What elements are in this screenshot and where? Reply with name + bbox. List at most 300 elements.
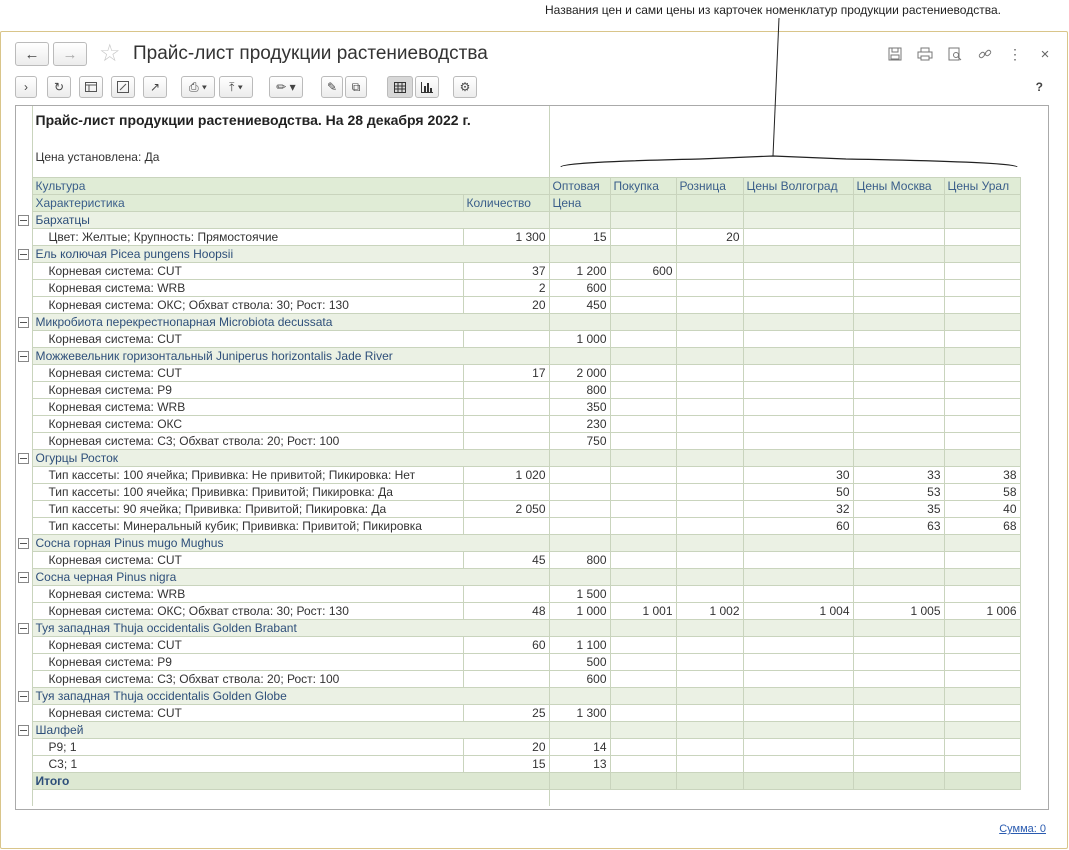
item-price xyxy=(676,398,743,415)
total-cell xyxy=(610,772,676,789)
header-blank xyxy=(676,194,743,211)
item-price: 1 100 xyxy=(549,636,610,653)
item-price xyxy=(944,432,1020,449)
group-cell xyxy=(610,568,676,585)
group-cell xyxy=(676,534,743,551)
item-price xyxy=(944,551,1020,568)
item-characteristic: Корневая система: С3; Обхват ствола: 20; Рост: 100 xyxy=(32,670,463,687)
table-view-button[interactable] xyxy=(387,76,413,98)
group-cell xyxy=(549,534,610,551)
toolbar xyxy=(15,76,1055,98)
sum-link[interactable]: Сумма: 0 xyxy=(999,823,1046,835)
group-name: Сосна черная Pinus nigra xyxy=(32,568,549,585)
item-price xyxy=(676,738,743,755)
item-price xyxy=(944,755,1020,772)
item-characteristic: Тип кассеты: 100 ячейка; Прививка: Привитой; Пикировка: Да xyxy=(32,483,463,500)
group-name: Можжевельник горизонтальный Juniperus horizontalis Jade River xyxy=(32,347,549,364)
item-characteristic: С3; 1 xyxy=(32,755,463,772)
group-cell xyxy=(853,313,944,330)
gutter-cell xyxy=(16,330,32,347)
price-set-text: Цена установлена: Да xyxy=(32,147,549,177)
item-price: 1 004 xyxy=(743,602,853,619)
group-cell xyxy=(610,619,676,636)
group-cell xyxy=(743,568,853,585)
collapse-toggle[interactable] xyxy=(16,449,32,466)
item-price: 68 xyxy=(944,517,1020,534)
item-price: 33 xyxy=(853,466,944,483)
group-cell xyxy=(743,211,853,228)
group-row xyxy=(16,687,1020,704)
group-cell xyxy=(944,721,1020,738)
export-icon xyxy=(117,81,129,93)
item-row xyxy=(16,585,1020,602)
back-button[interactable] xyxy=(15,42,49,66)
group-cell xyxy=(610,449,676,466)
group-cell xyxy=(853,534,944,551)
help-button[interactable]: ? xyxy=(1035,80,1043,94)
group-row xyxy=(16,721,1020,738)
item-characteristic: Корневая система: CUT xyxy=(32,330,463,347)
window-title: Прайс-лист продукции растениеводства xyxy=(133,43,488,64)
gutter-cell xyxy=(16,415,32,432)
item-row xyxy=(16,602,1020,619)
item-price: 32 xyxy=(743,500,853,517)
item-row xyxy=(16,279,1020,296)
arrow-left-icon: ← xyxy=(24,45,40,63)
item-row xyxy=(16,398,1020,415)
edit-button[interactable] xyxy=(321,76,343,98)
settings-button[interactable] xyxy=(453,76,477,98)
total-cell xyxy=(944,772,1020,789)
item-price xyxy=(676,500,743,517)
gutter-cell xyxy=(16,364,32,381)
report-title-row xyxy=(16,106,1020,130)
minus-icon xyxy=(18,317,29,328)
item-quantity: 2 050 xyxy=(463,500,549,517)
item-price xyxy=(676,279,743,296)
item-price xyxy=(676,483,743,500)
gutter-cell xyxy=(16,755,32,772)
group-cell xyxy=(549,449,610,466)
item-row xyxy=(16,636,1020,653)
item-price: 50 xyxy=(743,483,853,500)
gutter-cell xyxy=(16,381,32,398)
gutter-cell xyxy=(16,106,32,130)
group-cell xyxy=(610,721,676,738)
upload-icon: ⤒ ▾ xyxy=(229,79,243,94)
minus-icon xyxy=(18,691,29,702)
item-row xyxy=(16,330,1020,347)
expand-panel-button[interactable] xyxy=(15,76,37,98)
group-name: Огурцы Росток xyxy=(32,449,549,466)
item-price xyxy=(676,585,743,602)
group-cell xyxy=(743,619,853,636)
collapse-toggle[interactable] xyxy=(16,347,32,364)
item-price xyxy=(676,704,743,721)
item-price xyxy=(944,636,1020,653)
item-price xyxy=(853,653,944,670)
item-price: 53 xyxy=(853,483,944,500)
group-cell xyxy=(944,211,1020,228)
item-price xyxy=(549,466,610,483)
item-price xyxy=(610,500,676,517)
empty-row xyxy=(16,789,1020,806)
item-quantity: 25 xyxy=(463,704,549,721)
group-cell xyxy=(676,721,743,738)
item-price: 1 005 xyxy=(853,602,944,619)
item-characteristic: Тип кассеты: 90 ячейка; Прививка: Привитой; Пикировка: Да xyxy=(32,500,463,517)
forward-button[interactable] xyxy=(53,42,87,66)
export-button[interactable] xyxy=(111,76,135,98)
more-vertical-icon[interactable]: ⋮ xyxy=(1008,45,1022,62)
gutter-cell xyxy=(16,653,32,670)
close-icon[interactable]: × xyxy=(1040,45,1050,63)
item-price xyxy=(743,670,853,687)
item-characteristic: Корневая система: CUT xyxy=(32,636,463,653)
collapse-toggle[interactable] xyxy=(16,313,32,330)
item-price xyxy=(853,296,944,313)
group-cell xyxy=(944,449,1020,466)
group-row xyxy=(16,449,1020,466)
item-characteristic: Корневая система: WRB xyxy=(32,398,463,415)
item-row xyxy=(16,296,1020,313)
group-cell xyxy=(549,721,610,738)
copy-icon: ⧉ xyxy=(351,79,361,94)
item-price: 1 000 xyxy=(549,330,610,347)
group-row xyxy=(16,313,1020,330)
item-price xyxy=(610,670,676,687)
item-price xyxy=(610,228,676,245)
group-name: Туя западная Thuja occidentalis Golden Globe xyxy=(32,687,549,704)
group-cell xyxy=(853,568,944,585)
item-price xyxy=(610,738,676,755)
upload-menu-button[interactable] xyxy=(219,76,253,98)
preview-icon[interactable] xyxy=(945,44,965,64)
item-price xyxy=(743,381,853,398)
item-price xyxy=(676,755,743,772)
item-price: 1 002 xyxy=(676,602,743,619)
item-quantity xyxy=(463,483,549,500)
item-price xyxy=(676,517,743,534)
header-price-type: Розница xyxy=(676,177,743,194)
item-price: 500 xyxy=(549,653,610,670)
item-row xyxy=(16,653,1020,670)
group-name: Бархатцы xyxy=(32,211,549,228)
report-spreadsheet[interactable] xyxy=(15,105,1049,810)
item-price xyxy=(610,398,676,415)
item-price xyxy=(743,415,853,432)
total-cell xyxy=(549,772,610,789)
item-price xyxy=(743,364,853,381)
header-blank xyxy=(610,194,676,211)
group-name: Сосна горная Pinus mugo Mughus xyxy=(32,534,549,551)
item-price: 750 xyxy=(549,432,610,449)
item-row xyxy=(16,738,1020,755)
printer-icon: ⎙ ▾ xyxy=(189,79,207,94)
item-quantity: 45 xyxy=(463,551,549,568)
price-list-table xyxy=(16,106,1021,806)
item-quantity xyxy=(463,330,549,347)
item-price: 1 000 xyxy=(549,602,610,619)
item-price: 13 xyxy=(549,755,610,772)
item-price xyxy=(944,738,1020,755)
header-row-culture xyxy=(16,177,1020,194)
group-cell xyxy=(676,687,743,704)
item-characteristic: Корневая система: WRB xyxy=(32,279,463,296)
group-cell xyxy=(743,449,853,466)
item-quantity xyxy=(463,517,549,534)
group-cell xyxy=(944,687,1020,704)
item-price xyxy=(743,704,853,721)
collapse-toggle[interactable] xyxy=(16,721,32,738)
item-characteristic: P9; 1 xyxy=(32,738,463,755)
item-price xyxy=(853,551,944,568)
collapse-toggle[interactable] xyxy=(16,687,32,704)
group-row xyxy=(16,347,1020,364)
item-row xyxy=(16,228,1020,245)
pointer-button[interactable] xyxy=(143,76,167,98)
brush-menu-button[interactable] xyxy=(269,76,303,98)
refresh-button[interactable] xyxy=(47,76,71,98)
group-cell xyxy=(853,687,944,704)
total-label: Итого xyxy=(32,772,549,789)
item-quantity xyxy=(463,653,549,670)
brush-icon: ✏ ▾ xyxy=(276,80,296,94)
item-price: 450 xyxy=(549,296,610,313)
group-cell xyxy=(853,619,944,636)
item-price xyxy=(676,364,743,381)
group-cell xyxy=(676,449,743,466)
report-window xyxy=(0,31,1068,849)
blank-cell xyxy=(32,789,549,806)
item-row xyxy=(16,262,1020,279)
item-price xyxy=(610,653,676,670)
gear-icon: ⚙ xyxy=(459,80,471,94)
minus-icon xyxy=(18,215,29,226)
item-characteristic: Корневая система: WRB xyxy=(32,585,463,602)
star-icon[interactable]: ☆ xyxy=(99,40,121,67)
item-price xyxy=(549,517,610,534)
item-price xyxy=(610,432,676,449)
save-icon[interactable] xyxy=(885,44,905,64)
item-quantity: 17 xyxy=(463,364,549,381)
copy-button[interactable] xyxy=(345,76,367,98)
header-price: Цена xyxy=(549,194,610,211)
item-price xyxy=(610,364,676,381)
item-price: 600 xyxy=(610,262,676,279)
item-characteristic: Корневая система: P9 xyxy=(32,381,463,398)
item-price xyxy=(610,381,676,398)
item-price xyxy=(944,279,1020,296)
group-cell xyxy=(944,347,1020,364)
item-row xyxy=(16,381,1020,398)
group-cell xyxy=(743,687,853,704)
item-price xyxy=(743,296,853,313)
item-price xyxy=(610,483,676,500)
pointer-icon: ↗ xyxy=(149,80,161,94)
group-name: Ель колючая Picea pungens Hoopsii xyxy=(32,245,549,262)
group-cell xyxy=(610,687,676,704)
item-characteristic: Корневая система: CUT xyxy=(32,262,463,279)
group-name: Туя западная Thuja occidentalis Golden Brabant xyxy=(32,619,549,636)
item-price xyxy=(549,500,610,517)
print-icon[interactable] xyxy=(915,44,935,64)
gutter-cell xyxy=(16,398,32,415)
blank-cell xyxy=(549,106,1020,177)
item-quantity xyxy=(463,415,549,432)
item-price xyxy=(944,585,1020,602)
item-price xyxy=(610,636,676,653)
item-price xyxy=(944,296,1020,313)
item-price: 1 500 xyxy=(549,585,610,602)
item-price xyxy=(743,330,853,347)
gutter-cell xyxy=(16,585,32,602)
group-cell xyxy=(944,568,1020,585)
item-price xyxy=(610,551,676,568)
gutter-cell xyxy=(16,262,32,279)
item-price xyxy=(610,585,676,602)
item-price: 2 000 xyxy=(549,364,610,381)
group-cell xyxy=(944,313,1020,330)
item-price: 15 xyxy=(549,228,610,245)
group-cell xyxy=(610,534,676,551)
item-price xyxy=(743,279,853,296)
item-price xyxy=(944,398,1020,415)
item-characteristic: Корневая система: CUT xyxy=(32,551,463,568)
item-price: 600 xyxy=(549,279,610,296)
chart-view-button[interactable] xyxy=(415,76,439,98)
group-cell xyxy=(743,721,853,738)
item-price xyxy=(743,432,853,449)
table-icon xyxy=(394,82,406,93)
minus-icon xyxy=(18,623,29,634)
chart-icon xyxy=(421,82,433,93)
item-quantity: 2 xyxy=(463,279,549,296)
item-price xyxy=(676,670,743,687)
group-cell xyxy=(676,211,743,228)
item-price: 1 001 xyxy=(610,602,676,619)
item-price xyxy=(853,398,944,415)
gutter-cell xyxy=(16,130,32,147)
item-price xyxy=(610,415,676,432)
item-quantity xyxy=(463,381,549,398)
gutter-cell xyxy=(16,789,32,806)
collapse-toggle[interactable] xyxy=(16,568,32,585)
item-price xyxy=(853,228,944,245)
group-cell xyxy=(853,211,944,228)
group-cell xyxy=(676,245,743,262)
item-price xyxy=(743,636,853,653)
gutter-cell xyxy=(16,228,32,245)
item-quantity xyxy=(463,585,549,602)
group-row xyxy=(16,534,1020,551)
group-cell xyxy=(676,568,743,585)
gutter-cell xyxy=(16,483,32,500)
settings-panel-button[interactable] xyxy=(79,76,103,98)
group-cell xyxy=(743,313,853,330)
group-cell xyxy=(549,245,610,262)
gutter-cell xyxy=(16,147,32,177)
item-quantity: 15 xyxy=(463,755,549,772)
title-bar xyxy=(15,42,1055,68)
group-row xyxy=(16,619,1020,636)
gutter-cell xyxy=(16,500,32,517)
item-row xyxy=(16,551,1020,568)
header-price-type: Оптовая xyxy=(549,177,610,194)
gutter-cell xyxy=(16,772,32,789)
item-quantity: 37 xyxy=(463,262,549,279)
item-quantity: 48 xyxy=(463,602,549,619)
group-cell xyxy=(549,568,610,585)
item-price xyxy=(743,585,853,602)
total-cell xyxy=(853,772,944,789)
item-price xyxy=(610,755,676,772)
item-price: 800 xyxy=(549,381,610,398)
item-price xyxy=(549,483,610,500)
total-cell xyxy=(743,772,853,789)
item-price: 38 xyxy=(944,466,1020,483)
item-price xyxy=(944,704,1020,721)
item-price xyxy=(853,279,944,296)
item-price xyxy=(853,415,944,432)
gutter-cell xyxy=(16,279,32,296)
group-name: Микробиота перекрестнопарная Microbiota decussata xyxy=(32,313,549,330)
collapse-toggle[interactable] xyxy=(16,211,32,228)
item-price xyxy=(944,262,1020,279)
settings-panel-icon xyxy=(85,82,97,92)
collapse-toggle[interactable] xyxy=(16,534,32,551)
item-quantity: 1 020 xyxy=(463,466,549,483)
collapse-toggle[interactable] xyxy=(16,619,32,636)
item-price xyxy=(743,551,853,568)
header-price-type: Цены Урал xyxy=(944,177,1020,194)
gutter-cell xyxy=(16,551,32,568)
item-price xyxy=(743,398,853,415)
collapse-toggle[interactable] xyxy=(16,245,32,262)
print-menu-button[interactable] xyxy=(181,76,215,98)
gutter-cell xyxy=(16,177,32,194)
item-characteristic: Тип кассеты: Минеральный кубик; Прививка: Привитой; Пикировка xyxy=(32,517,463,534)
header-price-type: Покупка xyxy=(610,177,676,194)
header-culture: Культура xyxy=(32,177,549,194)
group-cell xyxy=(944,245,1020,262)
blank-cell xyxy=(32,130,549,147)
item-price: 1 300 xyxy=(549,704,610,721)
item-price xyxy=(944,653,1020,670)
group-cell xyxy=(549,619,610,636)
group-row xyxy=(16,568,1020,585)
group-row xyxy=(16,211,1020,228)
gutter-cell xyxy=(16,636,32,653)
item-price: 14 xyxy=(549,738,610,755)
minus-icon xyxy=(18,453,29,464)
item-price xyxy=(853,670,944,687)
item-price xyxy=(944,228,1020,245)
item-price xyxy=(743,653,853,670)
item-price xyxy=(676,653,743,670)
group-cell xyxy=(676,313,743,330)
item-characteristic: Корневая система: ОКС; Обхват ствола: 30; Рост: 130 xyxy=(32,602,463,619)
group-cell xyxy=(853,449,944,466)
item-row xyxy=(16,517,1020,534)
header-quantity: Количество xyxy=(463,194,549,211)
total-row xyxy=(16,772,1020,789)
minus-icon xyxy=(18,351,29,362)
item-price xyxy=(610,279,676,296)
link-icon[interactable] xyxy=(975,44,995,64)
item-price xyxy=(944,670,1020,687)
item-price xyxy=(853,330,944,347)
